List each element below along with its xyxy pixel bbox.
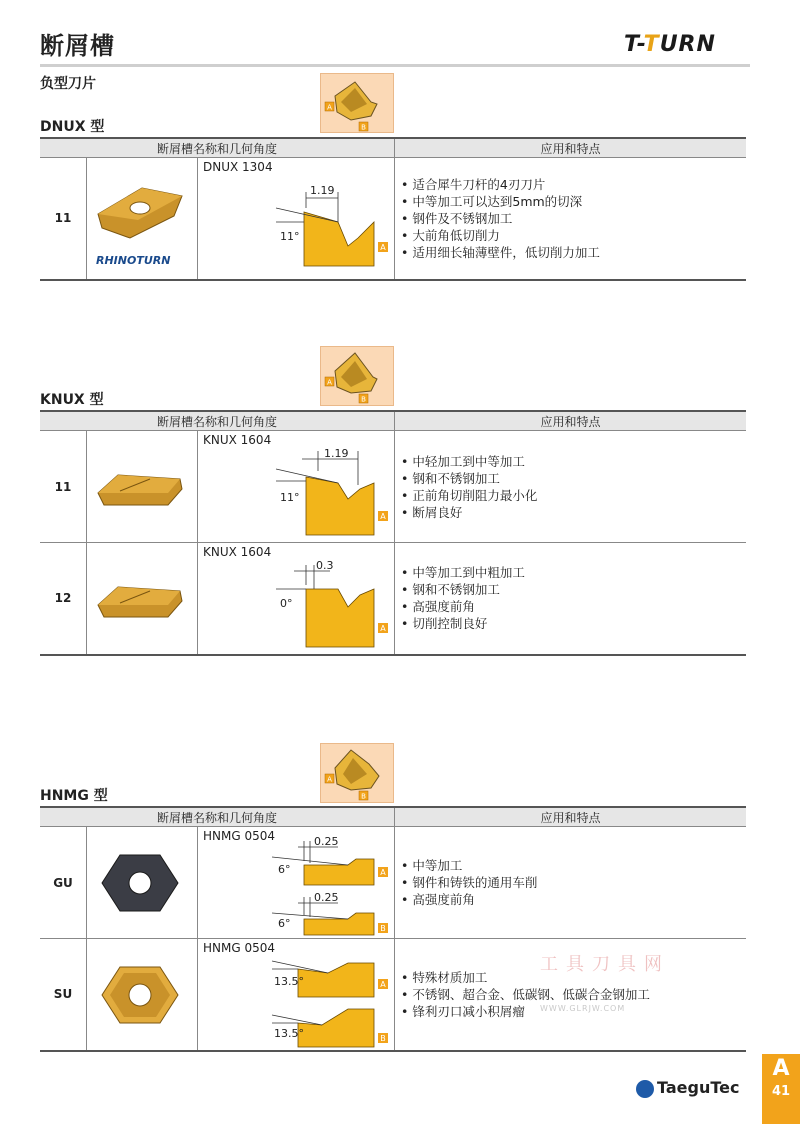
list-item: • 中等加工可以达到5mm的切深	[401, 193, 746, 210]
insert-image	[87, 431, 198, 543]
svg-text:13.5°: 13.5°	[274, 1027, 304, 1040]
svg-text:B: B	[361, 792, 366, 801]
geometry-profile	[198, 827, 394, 939]
svg-text:A: A	[380, 980, 386, 989]
svg-text:A: A	[380, 243, 386, 252]
svg-text:1.19: 1.19	[310, 184, 335, 197]
geometry-cell	[198, 939, 395, 1051]
geometry-label: KNUX 1604	[203, 545, 272, 559]
list-item: • 高强度前角	[401, 598, 746, 615]
svg-text:A: A	[380, 624, 386, 633]
section-tab	[762, 1054, 800, 1124]
section-title: HNMG 型	[40, 788, 108, 804]
column-header: 断屑槽名称和几何角度	[40, 411, 395, 431]
geometry-profile	[198, 158, 394, 280]
svg-text:11°: 11°	[280, 230, 300, 243]
svg-text:A: A	[380, 868, 386, 877]
features-cell	[395, 543, 747, 655]
chipbreaker-code: 12	[40, 543, 87, 655]
insert-section-icon	[320, 346, 394, 406]
svg-text:B: B	[361, 395, 366, 404]
column-header: 应用和特点	[395, 411, 747, 431]
table-row	[40, 543, 746, 655]
svg-text:A: A	[380, 512, 386, 521]
chipbreaker-code: GU	[40, 827, 87, 939]
list-item: • 适合犀牛刀杆的4刃刀片	[401, 176, 746, 193]
svg-text:B: B	[380, 924, 386, 933]
features-cell	[395, 827, 747, 939]
list-item: • 断屑良好	[401, 504, 746, 521]
geometry-label: DNUX 1304	[203, 160, 273, 174]
geometry-label: HNMG 0504	[203, 941, 276, 955]
watermark: 工具刀具网	[540, 954, 670, 975]
svg-text:B: B	[361, 123, 366, 132]
insert-image	[87, 939, 198, 1051]
list-item: • 切削控制良好	[401, 615, 746, 632]
features-list	[401, 564, 746, 632]
table-row	[40, 431, 746, 543]
features-list	[401, 176, 746, 261]
svg-text:A: A	[327, 378, 332, 387]
list-item: • 中轻加工到中等加工	[401, 453, 746, 470]
svg-text:11°: 11°	[280, 491, 300, 504]
list-item: • 大前角低切削力	[401, 227, 746, 244]
taegutec-logo: TaeguTec	[636, 1078, 739, 1098]
chipbreaker-table	[40, 806, 746, 1052]
section-tab-letter: A	[772, 1056, 790, 1081]
chipbreaker-code: 11	[40, 431, 87, 543]
svg-text:6°: 6°	[278, 863, 291, 876]
list-item: • 不锈钢、超合金、低碳钢、低碳合金钢加工	[401, 986, 746, 1003]
svg-text:A: A	[327, 103, 332, 112]
features-cell	[395, 158, 747, 280]
list-item: • 锋利刃口减小积屑瘤	[401, 1003, 746, 1020]
list-item: • 钢和不锈钢加工	[401, 470, 746, 487]
insert-section-icon	[320, 73, 394, 133]
rhinoturn-logo: RHINOTURN	[96, 254, 171, 267]
section-title: DNUX 型	[40, 119, 105, 135]
list-item: • 高强度前角	[401, 891, 746, 908]
svg-text:A: A	[327, 775, 332, 784]
features-list	[401, 857, 746, 908]
list-item: • 中等加工	[401, 857, 746, 874]
watermark-url: WWW.GLRJW.COM	[540, 1004, 626, 1013]
features-list	[401, 453, 746, 521]
geometry-cell	[198, 431, 395, 543]
svg-text:0.25: 0.25	[314, 835, 339, 848]
geometry-label: HNMG 0504	[203, 829, 276, 843]
taegutec-logo-icon	[636, 1080, 654, 1098]
svg-text:B: B	[380, 1034, 386, 1043]
page-subtitle: 负型刀片	[40, 76, 96, 92]
chipbreaker-table	[40, 410, 746, 656]
geometry-profile	[198, 431, 394, 543]
column-header: 断屑槽名称和几何角度	[40, 807, 395, 827]
chipbreaker-code: SU	[40, 939, 87, 1051]
svg-text:1.19: 1.19	[324, 447, 349, 460]
svg-text:0.3: 0.3	[316, 559, 334, 572]
list-item: • 中等加工到中粗加工	[401, 564, 746, 581]
geometry-cell	[198, 158, 395, 280]
page-number: 41	[771, 1084, 791, 1099]
geometry-profile	[198, 543, 394, 655]
chipbreaker-code: 11	[40, 158, 87, 280]
insert-image	[87, 827, 198, 939]
list-item: • 钢和不锈钢加工	[401, 581, 746, 598]
list-item: • 特殊材质加工	[401, 969, 746, 986]
svg-text:13.5°: 13.5°	[274, 975, 304, 988]
svg-text:6°: 6°	[278, 917, 291, 930]
geometry-cell	[198, 543, 395, 655]
section-title: KNUX 型	[40, 392, 104, 408]
column-header: 断屑槽名称和几何角度	[40, 138, 395, 158]
features-cell	[395, 431, 747, 543]
list-item: • 适用细长轴薄壁件，低切削力加工	[401, 244, 746, 261]
table-row	[40, 827, 746, 939]
geometry-label: KNUX 1604	[203, 433, 272, 447]
svg-text:0°: 0°	[280, 597, 293, 610]
insert-section-icon	[320, 743, 394, 803]
list-item: • 钢件和铸铁的通用车削	[401, 874, 746, 891]
list-item: • 钢件及不锈钢加工	[401, 210, 746, 227]
list-item: • 正前角切削阻力最小化	[401, 487, 746, 504]
geometry-cell	[198, 827, 395, 939]
page-title: 断屑槽	[40, 32, 115, 60]
t-turn-logo: T-TURN	[624, 32, 716, 57]
title-divider	[40, 64, 750, 67]
svg-text:0.25: 0.25	[314, 891, 339, 904]
column-header: 应用和特点	[395, 138, 747, 158]
column-header: 应用和特点	[395, 807, 747, 827]
insert-image	[87, 543, 198, 655]
geometry-profile	[198, 939, 394, 1051]
